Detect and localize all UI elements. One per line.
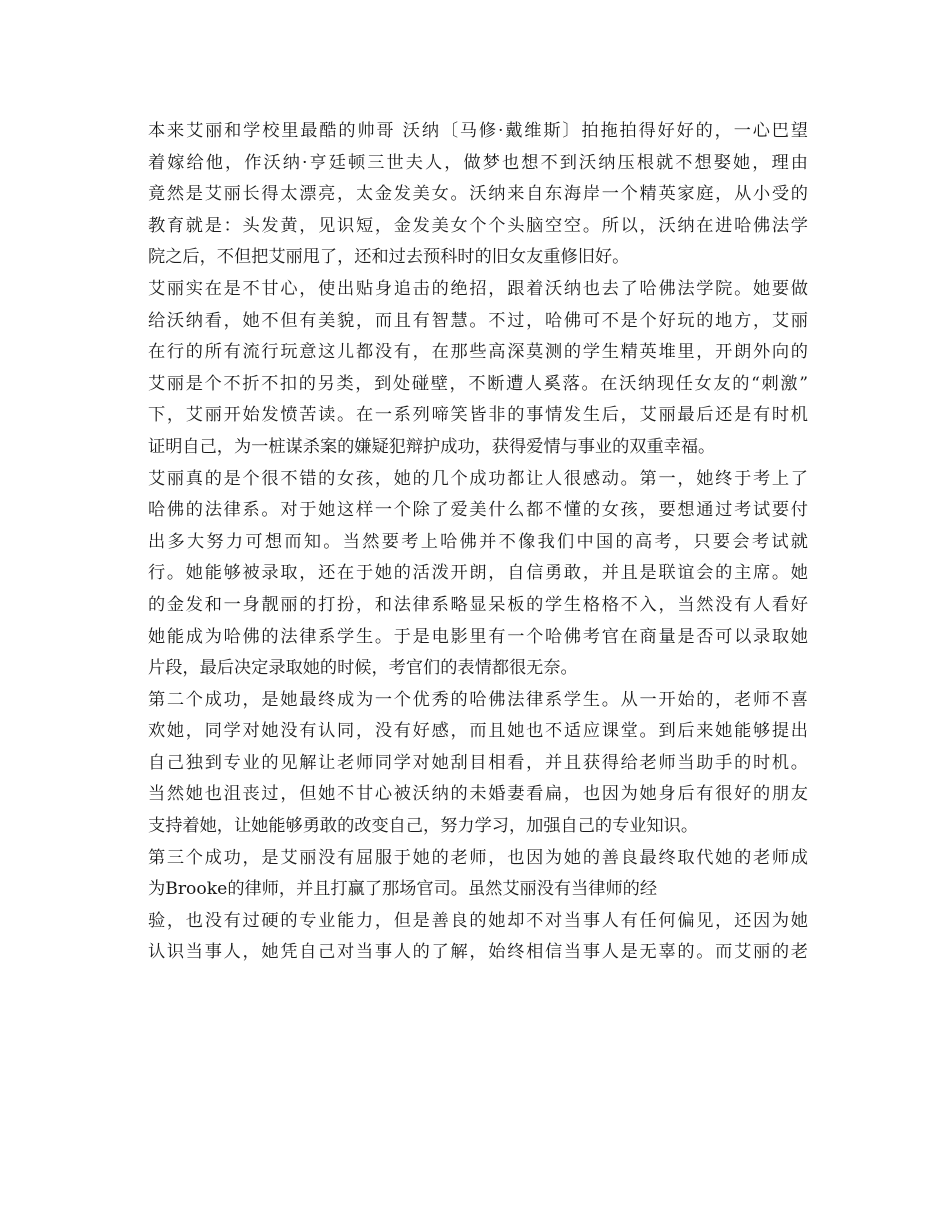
text-line: 支持着她，让她能够勇敢的改变自己，努力学习，加强自己的专业知识。 (148, 816, 699, 837)
text-line: 下，艾丽开始发愤苦读。在一系列啼笑皆非的事情发生后，艾丽最后还是有时机 (148, 405, 808, 426)
text-line: 着嫁给他，作沃纳·亨廷顿三世夫人，做梦也想不到沃纳压根就不想娶她，理由 (148, 152, 808, 173)
text-line: 的金发和一身靓丽的打扮，和法律系略显呆板的学生格格不入，当然没有人看好 (148, 594, 808, 615)
text-line: 哈佛的法律系。对于她这样一个除了爱美什么都不懂的女孩，要想通过考试要付 (148, 500, 808, 521)
text-line: 为Brooke的律师，并且打赢了那场官司。虽然艾丽没有当律师的经 (148, 879, 658, 900)
text-line: 艾丽是个不折不扣的另类，到处碰壁，不断遭人奚落。在沃纳现任女友的“刺激” (148, 373, 808, 394)
text-line: 证明自己，为一桩谋杀案的嫌疑犯辩护成功，获得爱情与事业的双重幸福。 (148, 436, 716, 457)
text-line: 自己独到专业的见解让老师同学对她刮目相看，并且获得给老师当助手的时机。 (148, 752, 808, 773)
text-line: 欢她，同学对她没有认同，没有好感，而且她也不适应课堂。到后来她能够提出 (148, 721, 808, 742)
text-line: 第三个成功，是艾丽没有屈服于她的老师，也因为她的善良最终取代她的老师成 (148, 847, 808, 868)
text-line: 当然她也沮丧过，但她不甘心被沃纳的未婚妻看扁，也因为她身后有很好的朋友 (148, 784, 808, 805)
text-line: 竟然是艾丽长得太漂亮，太金发美女。沃纳来自东海岸一个精英家庭，从小受的 (148, 184, 808, 205)
text-line: 艾丽实在是不甘心，使出贴身追击的绝招，跟着沃纳也去了哈佛法学院。她要做 (148, 278, 808, 299)
text-line: 片段，最后决定录取她的时候，考官们的表情都很无奈。 (148, 658, 578, 679)
text-line: 院之后，不但把艾丽甩了，还和过去预科时的旧女友重修旧好。 (148, 247, 630, 268)
text-line: 本来艾丽和学校里最酷的帅哥 沃纳〔马修·戴维斯〕拍拖拍得好好的，一心巴望 (148, 121, 808, 141)
body-text (148, 116, 808, 969)
text-line: 艾丽真的是个很不错的女孩，她的几个成功都让人很感动。第一，她终于考上了 (148, 468, 808, 489)
text-line: 在行的所有流行玩意这儿都没有，在那些高深莫测的学生精英堆里，开朗外向的 (148, 342, 808, 363)
text-line: 第二个成功，是她最终成为一个优秀的哈佛法律系学生。从一开始的，老师不喜 (148, 689, 808, 710)
text-line: 教育就是：头发黄，见识短，金发美女个个头脑空空。所以，沃纳在进哈佛法学 (148, 215, 808, 236)
text-line: 认识当事人，她凭自己对当事人的了解，始终相信当事人是无辜的。而艾丽的老 (148, 942, 808, 963)
text-line: 她能成为哈佛的法律系学生。于是电影里有一个哈佛考官在商量是否可以录取她 (148, 626, 808, 647)
text-line: 验，也没有过硬的专业能力，但是善良的她却不对当事人有任何偏见，还因为她 (148, 910, 808, 931)
text-line: 行。她能够被录取，还在于她的活泼开朗，自信勇敢，并且是联谊会的主席。她 (148, 563, 808, 584)
text-line: 给沃纳看，她不但有美貌，而且有智慧。不过，哈佛可不是个好玩的地方，艾丽 (148, 310, 808, 331)
text-line: 出多大努力可想而知。当然要考上哈佛并不像我们中国的高考，只要会考试就 (148, 531, 808, 552)
